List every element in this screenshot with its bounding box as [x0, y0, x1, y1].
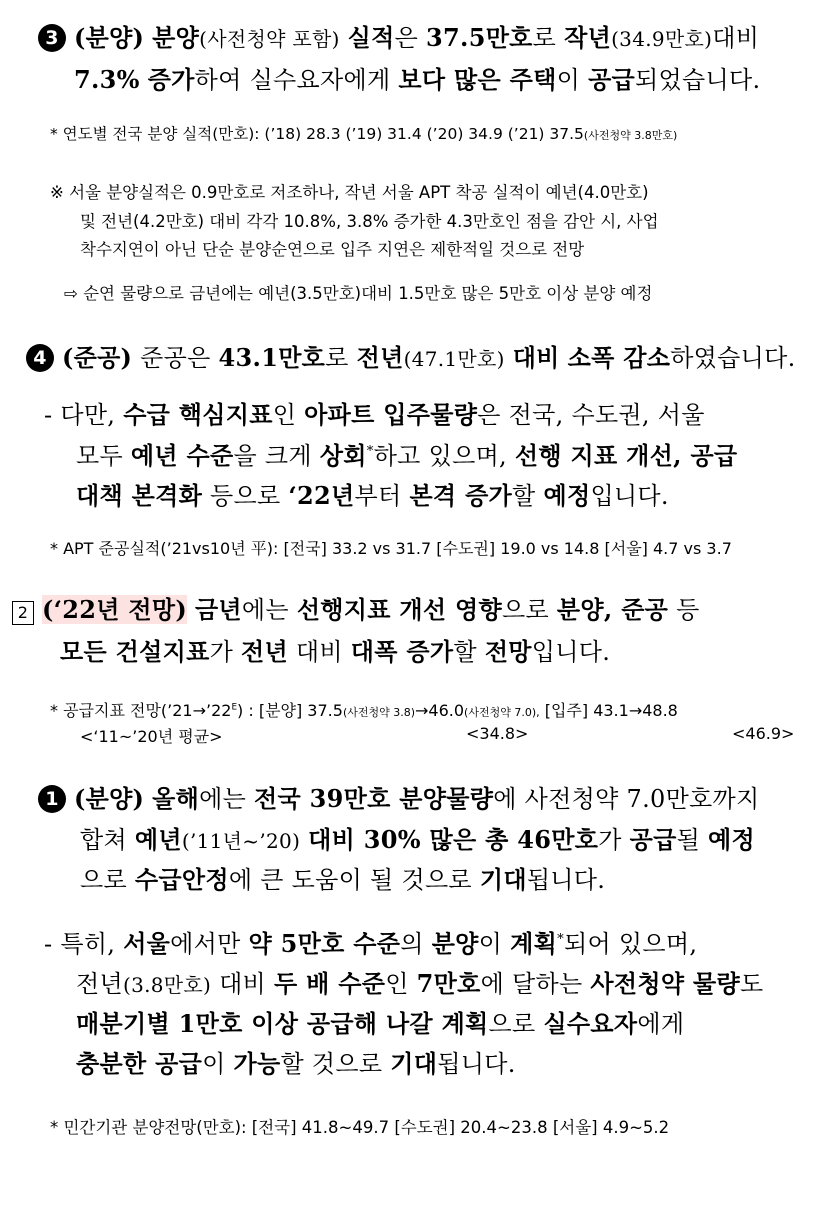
s3-ref-2-text: 및 전년(4.2만호) 대비 각각 10.8%, 3.8% 증가한 4.3만호인 점을 감안 시, 사업 — [80, 212, 659, 231]
s3-note-small: (사전청약 3.8만호) — [583, 129, 678, 142]
s2-l2-bold-4: 전망 — [484, 637, 532, 666]
s2-note-text-2: ) : [분양] 37.5 — [237, 701, 343, 720]
s3-paren-2: (34.9만호) — [611, 27, 713, 51]
s1-d2-paren: (3.8만호) — [122, 973, 212, 997]
s4-bold-1: 43.1만호 — [218, 343, 326, 372]
s3-bold-4: 작년 — [564, 23, 612, 52]
circled-number-1: 1 — [38, 785, 66, 813]
s4-d3-text-2: 부터 — [354, 482, 402, 510]
s4-note-text: * APT 준공실적(’21vs10년 平): [전국] 33.2 vs 31.7 [수도권] 19.0 vs 14.8 [서울] 4.7 vs 3.7 — [50, 539, 732, 558]
s1-d3-bold-2: 실수요자 — [543, 1009, 638, 1038]
s3-ref-3 — [80, 236, 584, 260]
s4-bold-4: 소폭 감소 — [567, 343, 671, 372]
s1-d1-bold-4: 계획 — [510, 929, 558, 958]
s3-l2-text-1: 하여 실수요자에게 — [194, 66, 391, 94]
s1-l3-text-2: 에 큰 도움이 될 것으로 — [228, 866, 472, 894]
s3-tag: (분양) — [73, 23, 145, 52]
s1-d4-text-3: 됩니다. — [437, 1050, 516, 1078]
s3-l2-text-3: 되었습니다. — [635, 66, 761, 94]
s4-text-3: 하였습니다. — [670, 344, 796, 372]
s3-bold-3: 37.5만호 — [426, 23, 533, 52]
s2-note-text-1: * 공급지표 전망(’21→’22 — [50, 701, 232, 720]
s1-detail-4 — [76, 1044, 516, 1079]
s1-detail-1 — [44, 924, 697, 959]
s2-note-small-2: (사전청약 7.0), — [464, 706, 540, 719]
s1-d1-text-1: - 특히, — [44, 930, 116, 958]
s1-d1-bold-1: 서울 — [123, 929, 171, 958]
s3-text-3: 대비 — [712, 24, 760, 52]
s2-bold-2: 선행지표 개선 영향 — [296, 595, 503, 624]
s4-text-1: 준공은 — [140, 344, 211, 372]
s1-d4-bold-3: 기대 — [390, 1049, 438, 1078]
s1-d2-text-3: 인 — [385, 970, 409, 998]
s1-d2-text-1: 전년 — [76, 970, 123, 998]
s1-d4-text-1: 이 — [202, 1050, 226, 1078]
s1-note-text: * 민간기관 분양전망(만호): [전국] 41.8~49.7 [수도권] 20.4~23.8 [서울] 4.9~5.2 — [50, 1118, 670, 1137]
s1-line2 — [80, 820, 755, 855]
s1-d1-bold-2: 약 5만호 수준 — [248, 929, 401, 958]
s1-d1-bold-3: 분양 — [431, 929, 479, 958]
s4-d1-text-3: 은 전국, 수도권, 서울 — [477, 401, 705, 429]
s1-bold-1: 올해 — [152, 784, 200, 813]
s1-l2-bold-1: 예년 — [134, 825, 182, 854]
s3-note — [50, 122, 677, 144]
s1-l2-text-2: 가 — [598, 826, 622, 854]
circled-number-4: 4 — [26, 344, 54, 372]
s1-l2-text-3: 될 — [676, 826, 701, 854]
s4-d3-bold-3: 본격 증가 — [409, 481, 513, 510]
s1-d2-bold-2: 7만호 — [416, 969, 481, 998]
s3-paren: (사전청약 포함) — [199, 27, 340, 51]
s1-detail-2 — [76, 964, 763, 999]
s2-text-3: 등 — [676, 596, 700, 624]
s2-avg-label: <‘11~’20년 평균> — [80, 727, 223, 746]
s4-text-2: 로 — [325, 344, 349, 372]
s3-ref-2 — [80, 208, 659, 232]
s4-d3-bold-1: 대책 본격화 — [76, 481, 203, 510]
s4-bold-3: 대비 — [512, 343, 560, 372]
s1-d2-text-4: 에 달하는 — [480, 970, 583, 998]
s3-l2-bold-4: 공급 — [588, 65, 636, 94]
s2-note-sup: E — [231, 702, 238, 713]
s1-d2-bold-1: 두 배 수준 — [273, 969, 386, 998]
s2-l2-bold-3: 대폭 증가 — [350, 637, 454, 666]
s3-ref-3-text: 착수지연이 아닌 단순 분양순연으로 입주 지연은 제한적일 것으로 전망 — [80, 240, 585, 259]
s4-detail-3 — [76, 476, 669, 511]
s1-l2-bold-4: 예정 — [708, 825, 756, 854]
s4-d3-text-4: 입니다. — [590, 482, 669, 510]
s1-d3-text-2: 에게 — [637, 1010, 685, 1038]
s3-l2-text-2: 이 — [556, 66, 581, 94]
s1-d1-sup: * — [557, 932, 564, 947]
s4-d3-bold-2: ‘22년 — [288, 481, 355, 510]
s2-tag: (‘22년 전망) — [41, 595, 188, 624]
s1-d2-text-5: 도 — [739, 970, 764, 998]
s4-d1-text-1: - 다만, — [44, 401, 116, 429]
s2-l2-bold-1: 모든 건설지표 — [60, 637, 210, 666]
s1-note — [50, 1114, 669, 1138]
s3-line2 — [74, 60, 760, 95]
s4-d1-text-2: 인 — [272, 401, 297, 429]
s2-line1 — [12, 590, 700, 625]
s1-d3-text-1: 으로 — [488, 1010, 536, 1038]
s4-d2-text-2: 을 크게 — [233, 442, 312, 470]
s4-d2-text-3: 하고 있으며, — [373, 442, 507, 470]
s1-d1-text-4: 이 — [478, 930, 503, 958]
s1-l3-text-3: 됩니다. — [526, 866, 606, 894]
s2-note-text-4: [입주] 43.1→48.8 — [544, 701, 678, 720]
s3-l2-bold-1: 7.3% — [74, 65, 140, 94]
s4-note — [50, 536, 732, 559]
s2-note-text-3: →46.0 — [415, 701, 465, 720]
s4-d3-bold-4: 예정 — [543, 481, 591, 510]
circled-number-3: 3 — [38, 24, 66, 52]
s1-line1 — [38, 779, 760, 814]
s3-bold-1: 분양 — [152, 23, 200, 52]
s1-l2-text-1: 합쳐 — [80, 826, 127, 854]
s1-d2-bold-3: 사전청약 물량 — [590, 969, 740, 998]
s2-l2-text-3: 할 — [453, 638, 477, 666]
s2-text-1: 에는 — [241, 596, 289, 624]
s1-l2-paren: (’11년~’20) — [181, 829, 301, 853]
s1-text-2: 에 사전청약 7.0만호까지 — [493, 785, 760, 813]
s4-paren: (47.1만호) — [403, 347, 505, 371]
s3-text-1: 은 — [394, 24, 419, 52]
s3-ref-1-text: ※ 서울 분양실적은 0.9만호로 저조하나, 작년 서울 APT 착공 실적이 예년(4.0만호) — [50, 183, 649, 202]
s2-line2 — [60, 632, 610, 667]
s3-ref-1 — [50, 179, 649, 203]
s4-tag: (준공) — [61, 343, 133, 372]
s3-l2-bold-3: 보다 많은 주택 — [398, 65, 557, 94]
s3-text-2: 로 — [532, 24, 557, 52]
s1-l2-bold-3: 공급 — [629, 825, 677, 854]
s2-avg-value-2: <46.9> — [732, 724, 795, 743]
s2-avg-value-1: <34.8> — [466, 724, 529, 743]
s3-arrow-line — [64, 280, 652, 304]
s4-d2-bold-3: 선행 지표 개선, 공급 — [514, 441, 738, 470]
s4-detail-2 — [76, 436, 737, 471]
s3-l2-bold-2: 증가 — [147, 65, 195, 94]
s4-d3-text-3: 할 — [512, 482, 536, 510]
s3-arrow-text: ⇨ 순연 물량으로 금년에는 예년(3.5만호)대비 1.5만호 많은 5만호 이상 분양 예정 — [64, 284, 653, 303]
s2-note-small-1: (사전청약 3.8) — [342, 706, 416, 719]
s2-l2-text-4: 입니다. — [531, 638, 611, 666]
s1-l3-bold-1: 수급안정 — [134, 865, 229, 894]
s1-d4-bold-2: 가능 — [233, 1049, 281, 1078]
s2-bold-1: 금년 — [194, 595, 242, 624]
s1-d1-text-5: 되어 있으며, — [563, 930, 698, 958]
s1-line3 — [80, 860, 605, 895]
s1-bold-2: 전국 39만호 분양물량 — [254, 784, 494, 813]
s1-d4-text-2: 할 것으로 — [280, 1050, 383, 1078]
s1-d4-bold-1: 충분한 공급 — [76, 1049, 203, 1078]
s2-l2-bold-2: 전년 — [240, 637, 288, 666]
s1-tag: (분양) — [73, 784, 145, 813]
s4-detail-1 — [44, 395, 705, 430]
s3-bold-2: 실적 — [347, 23, 395, 52]
s1-l3-text-1: 으로 — [80, 866, 127, 894]
s4-bold-2: 전년 — [356, 343, 404, 372]
s2-note-1 — [50, 698, 678, 721]
s4-d2-bold-1: 예년 수준 — [130, 441, 234, 470]
s1-l2-bold-2: 대비 30% 많은 총 46만호 — [308, 825, 599, 854]
s1-detail-3 — [76, 1004, 684, 1039]
s4-d1-bold-1: 수급 핵심지표 — [123, 400, 273, 429]
s4-d2-bold-2: 상회 — [319, 441, 367, 470]
s1-text-1: 에는 — [199, 785, 247, 813]
s4-d2-text-1: 모두 — [76, 442, 123, 470]
s3-line1 — [38, 18, 759, 53]
s1-d1-text-2: 에서만 — [170, 930, 241, 958]
s4-d1-bold-2: 아파트 입주물량 — [304, 400, 478, 429]
s2-text-2: 으로 — [502, 596, 549, 624]
s1-d3-bold-1: 매분기별 1만호 이상 공급해 나갈 계획 — [76, 1009, 489, 1038]
s2-l2-text-1: 가 — [209, 638, 234, 666]
s1-d1-text-3: 의 — [400, 930, 424, 958]
s2-bold-3: 분양, 준공 — [556, 595, 669, 624]
s1-d2-text-2: 대비 — [219, 970, 267, 998]
s2-l2-text-2: 대비 — [295, 638, 343, 666]
s4-line1 — [26, 338, 796, 373]
boxed-number-2: 2 — [12, 601, 34, 625]
s4-d2-sup: * — [366, 444, 374, 459]
s4-d3-text-1: 등으로 — [210, 482, 281, 510]
s3-note-text: * 연도별 전국 분양 실적(만호): (’18) 28.3 (’19) 31.4 (’20) 34.9 (’21) 37.5 — [50, 125, 584, 143]
s1-l3-bold-2: 기대 — [479, 865, 527, 894]
